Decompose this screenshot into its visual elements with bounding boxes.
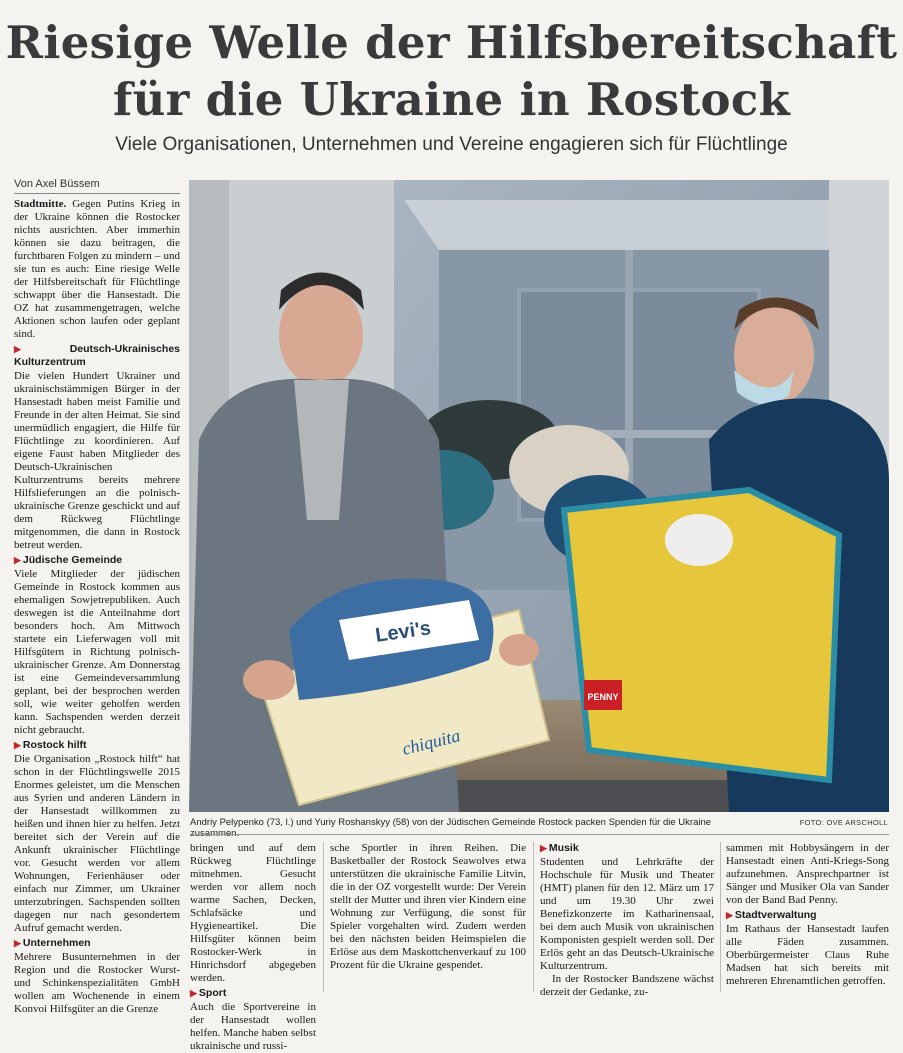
column-5-text: sammen mit Hobbysängern in der Hansestadt einen Anti-Kriegs-Song aufzunehmen. Ansprechpartner ist Sänger und Musiker Ola van Sander von der Band Bad Penny. xyxy=(726,842,889,906)
lead-paragraph xyxy=(14,198,180,341)
lead-text: Gegen Putins Krieg in der Ukraine können die Rostocker nichts ausrichten. Aber immerhin können sie dazu beitragen, die furchtbaren Folgen zu mindern – und sie tun es auch: Eine riesige Welle der Hilfsbereitschaft für Flüchtlinge schwappt über die Hansestadt. Die OZ hat zusammengetragen, welche Aktionen schon laufen oder geplant sind. xyxy=(14,198,180,340)
section-heading-rostock-hilft: ▶ Rostock hilft xyxy=(14,739,87,751)
levis-label: Levi's xyxy=(373,617,433,647)
article-column-1 xyxy=(14,198,180,1016)
triangle-bullet-icon: ▶ xyxy=(726,910,733,920)
section-heading-stadtverwaltung: ▶ Stadtverwaltung xyxy=(726,909,817,921)
section-text-juedische-gemeinde: Viele Mitglieder der jüdischen Gemeinde in Rostock kommen aus ehemaligen Sowjetrepubliken. Auch deswegen ist die Anteilnahme dort besonders hoch. Am Mittwoch startete ein Lieferwagen voll mit Hilfsgütern in Richtung polnisch-ukrainischer Grenze. Am Donnerstag ist eine Gemeindeversammlung geplant, bei der besprochen werden soll, wie weiter geholfen werden kann. Sachspenden werden derzeit nicht gebraucht. xyxy=(14,568,180,736)
photo-illustration xyxy=(189,180,889,812)
triangle-bullet-icon: ▶ xyxy=(14,344,68,354)
article-photo xyxy=(189,180,889,812)
column-3-text: sche Sportler in ihren Reihen. Die Basketballer der Rostock Seawolves etwa unterstützen die ukrainische Familie Litvin, die in der OZ vorgestellt wurde: Der Verein stellt der Mutter und ihren vier Kindern eine Wohnung zur Verfügung, die sonst für Spieler vorgehalten wird. Zudem werden bei den nächsten beiden Heimspielen die Erlöse aus dem Maskottchenverkauf zu 100 Prozent für die Ukraine gespendet. xyxy=(330,842,526,971)
section-heading-unternehmen: ▶ Unternehmen xyxy=(14,937,91,949)
box-brand-label: chiquita xyxy=(400,725,463,759)
bag-brand-label: PENNY xyxy=(587,692,619,702)
article-column-5 xyxy=(726,842,889,988)
article-column-3 xyxy=(330,842,526,972)
column-2-text: bringen und auf dem Rückweg Flüchtlinge mitnehmen. Gesucht werden vor allem noch warme Sachen, Decken, Schlafsäcke und Hygieneartikel. Die Hilfsgüter können beim Rostocker-Werk in Hinrichsdorf abgegeben werden. xyxy=(190,842,316,984)
subheadline: Viele Organisationen, Unternehmen und Vereine engagieren sich für Flüchtlinge xyxy=(115,134,788,155)
article-column-2 xyxy=(190,842,316,1053)
section-heading-juedische-gemeinde: ▶ Jüdische Gemeinde xyxy=(14,554,123,566)
dateline: Stadtmitte. xyxy=(14,198,67,210)
headline xyxy=(0,14,903,128)
column-divider xyxy=(533,842,534,992)
section-text-musik-2: In der Rostocker Bandszene wächst derzeit der Gedanke, zu- xyxy=(540,973,714,998)
glove-hand xyxy=(665,514,733,566)
column-divider xyxy=(720,842,721,992)
section-heading-kulturzentrum: ▶ Deutsch-Ukrainisches Kulturzentrum xyxy=(14,343,180,368)
section-text-rostock-hilft: Die Organisation „Rostock hilft“ hat schon in der Flüchtlingswelle 2015 Enormes geleistet, um die Menschen aus Syrien und anderen Ländern in der Hansestadt willkommen zu heißen und ihnen hier zu helfen. Jetzt bereitet sich der Verein auf die Ankunft ukrainischer Flüchtlinge vor. Gesucht werden vor allem Wohnungen, Ferienhäuser oder einfach nur Zimmer, um Ukrainer unterzubringen. Sachspenden sollten dagegen nur nach gesondertem Aufruf gemacht werden. xyxy=(14,753,180,934)
person-left-head xyxy=(279,283,363,387)
byline: Von Axel Büssem xyxy=(14,178,100,190)
section-text-stadtverwaltung: Im Rathaus der Hansestadt laufen alle Fäden zusammen. Oberbürgermeister Claus Ruhe Madsen hat sich bereits mit mehreren Ehrenamtlichen getroffen. xyxy=(726,923,889,987)
article-column-4 xyxy=(540,842,714,999)
caption-divider xyxy=(190,834,889,835)
photo-credit: FOTO: OVE ARSCHOLL xyxy=(799,818,888,827)
triangle-bullet-icon: ▶ xyxy=(540,843,547,853)
section-text-musik: Studenten und Lehrkräfte der Hochschule für Musik und Theater (HMT) planen für den 12. März um 17 und um 19.30 Uhr zwei Benefizkonzerte im Katharinensaal, bei dem auch Musik von ukrainischen Komponisten gespielt werden soll. Der Erlös geht an das Deutsch-Ukrainische Kulturzentrum. xyxy=(540,856,714,972)
section-text-kulturzentrum: Die vielen Hundert Ukrainer und ukrainischstämmigen Bürger in der Hansestadt haben meist Familie und Freunde in der alten Heimat. Sie sind unermüdlich engagiert, die Hilfe für Flüchtlinge zu koordinieren. Auf eigene Faust haben Mitglieder des Deutsch-Ukrainischen Kulturzentrums bereits mehrere Hilfslieferungen an die polnisch-ukrainische Grenze geschickt und auf dem Rückweg Flüchtlinge mitgenommen, die dann in Rostock betreut werden. xyxy=(14,370,180,551)
column-divider xyxy=(323,842,324,992)
headline-line-2: für die Ukraine in Rostock xyxy=(112,73,791,126)
triangle-bullet-icon: ▶ xyxy=(14,938,21,948)
section-heading-musik: ▶ Musik xyxy=(540,842,579,854)
triangle-bullet-icon: ▶ xyxy=(14,740,21,750)
section-text-sport: Auch die Sportvereine in der Hansestadt wollen helfen. Manche haben selbst ukrainische und russi- xyxy=(190,1001,316,1052)
headline-line-1: Riesige Welle der Hilfsbereitschaft xyxy=(5,16,898,69)
section-heading-sport: ▶ Sport xyxy=(190,987,227,999)
triangle-bullet-icon: ▶ xyxy=(14,555,21,565)
section-text-unternehmen: Mehrere Busunternehmen in der Region und die Rostocker Wurst- und Schinkenspezialitäten GmbH wollen am Wochenende in einem Konvoi Hilfsgüter an die Grenze xyxy=(14,951,180,1015)
byline-divider xyxy=(14,193,180,194)
photo-caption: Andriy Pelypenko (73, l.) und Yuriy Roshanskyy (58) von der Jüdischen Gemeinde Rostock packen Spenden für die Ukraine xyxy=(190,817,712,828)
triangle-bullet-icon: ▶ xyxy=(190,988,197,998)
